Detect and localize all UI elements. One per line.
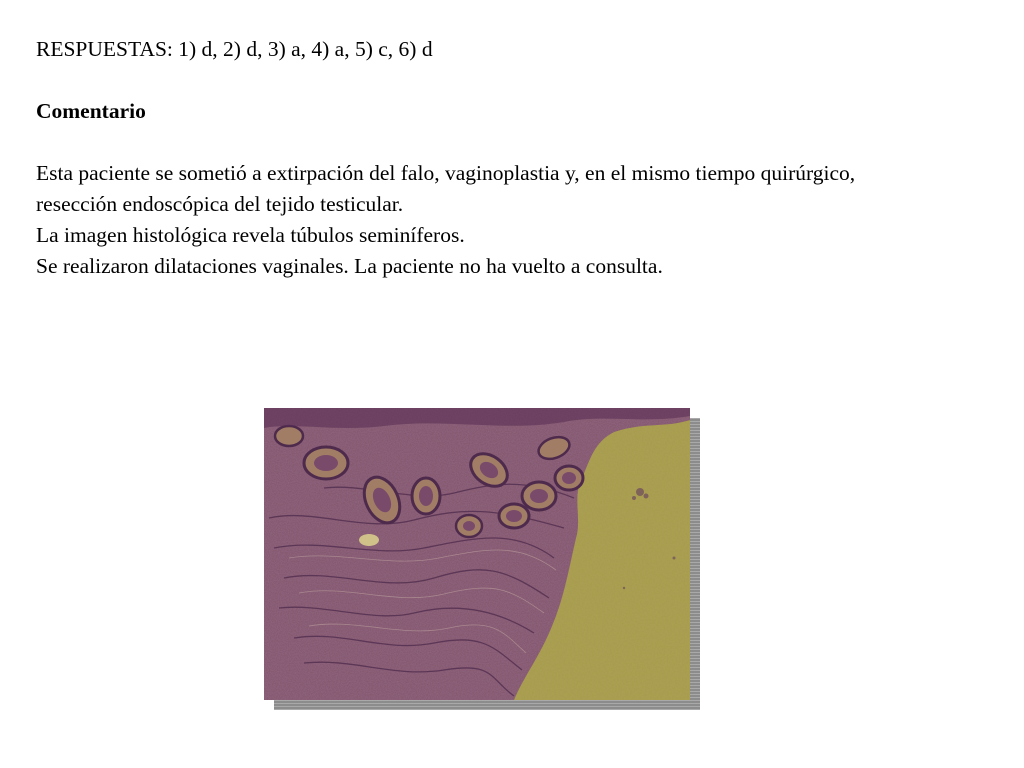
- paragraph-line: resección endoscópica del tejido testicular.: [36, 192, 404, 216]
- answers-line: RESPUESTAS: 1) d, 2) d, 3) a, 4) a, 5) c, 6) d: [36, 37, 433, 61]
- spacer: [36, 65, 1016, 96]
- paragraph-line: Esta paciente se sometió a extirpación del falo, vaginoplastia y, en el mismo tiempo quirúrgico,: [36, 161, 856, 185]
- histology-figure: [264, 408, 690, 700]
- comment-heading: Comentario: [36, 99, 146, 123]
- spacer: [36, 127, 1016, 158]
- slide-text: [36, 34, 1016, 282]
- paragraph-line: La imagen histológica revela túbulos seminíferos.: [36, 223, 465, 247]
- histology-micrograph: [264, 408, 690, 700]
- vessel-spot: [359, 534, 379, 546]
- paragraph-line: Se realizaron dilataciones vaginales. La paciente no ha vuelto a consulta.: [36, 254, 663, 278]
